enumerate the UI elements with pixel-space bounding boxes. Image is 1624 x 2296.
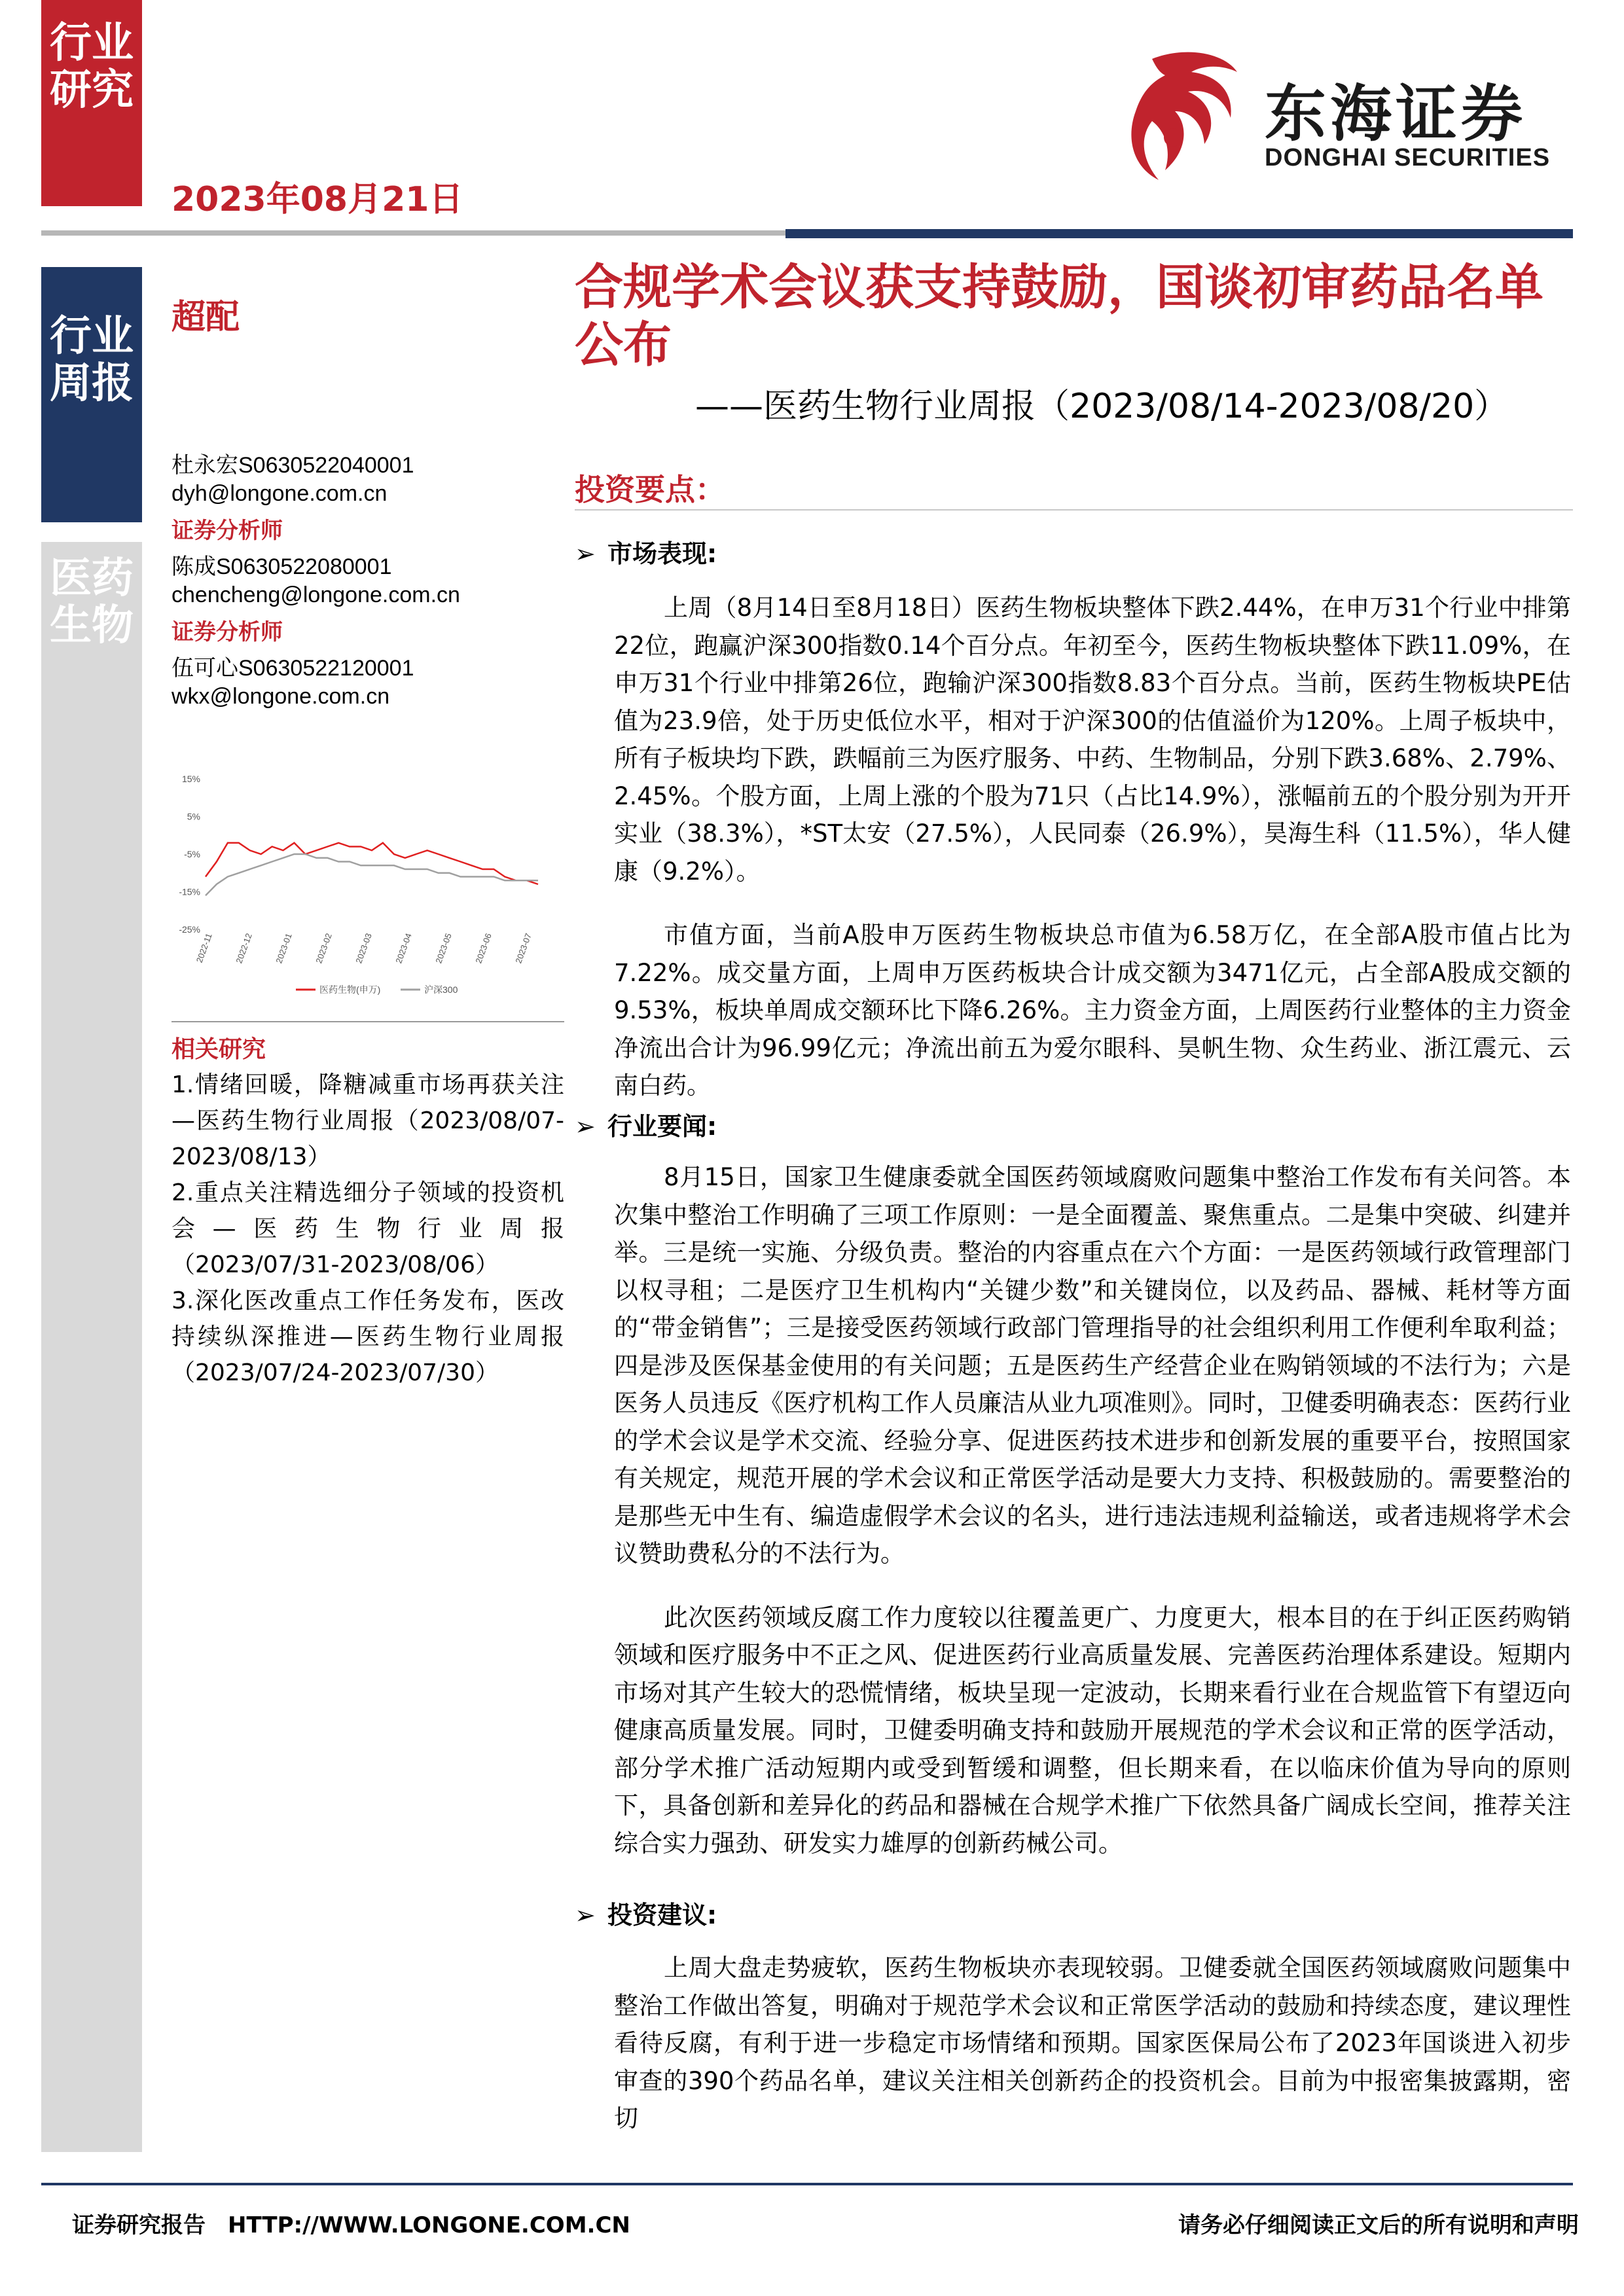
logo-text-en: DONGHAI SECURITIES bbox=[1265, 144, 1551, 171]
analyst-2-email[interactable]: chencheng@longone.com.cn bbox=[171, 583, 460, 607]
sidebar-tab-weekly bbox=[41, 267, 142, 522]
sidebar-tab-label: 医药生物 bbox=[50, 554, 134, 650]
related-research-title: 相关研究 bbox=[171, 1036, 266, 1063]
bullet-arrow-icon: ➢ bbox=[575, 1901, 596, 1929]
x-tick-label: 2023-05 bbox=[433, 931, 454, 965]
news-paragraphs bbox=[614, 1158, 1571, 1862]
section-advice bbox=[575, 1895, 717, 1931]
section-advice-title: 投资建议: bbox=[607, 1901, 717, 1929]
analyst-role: 证券分析师 bbox=[171, 620, 283, 645]
market-paragraphs bbox=[614, 589, 1571, 1105]
analyst-3-email[interactable]: wkx@longone.com.cn bbox=[171, 684, 390, 709]
chart-divider bbox=[171, 1021, 564, 1022]
x-tick-label: 2022-12 bbox=[234, 931, 254, 965]
company-logo bbox=[1126, 46, 1558, 190]
series-line bbox=[206, 843, 538, 884]
y-tick-label: -5% bbox=[184, 849, 200, 859]
logo-text-cn: 东海证券 bbox=[1265, 78, 1527, 150]
x-tick-label: 2023-01 bbox=[274, 931, 294, 965]
x-tick-label: 2023-07 bbox=[513, 931, 533, 965]
dragon-logo-icon bbox=[1126, 46, 1257, 190]
x-tick-label: 2023-04 bbox=[393, 931, 414, 965]
x-tick-label: 2023-03 bbox=[353, 931, 374, 965]
analyst-role: 证券分析师 bbox=[171, 518, 283, 543]
analyst-3-id: 伍可心S0630522120001 bbox=[171, 656, 414, 681]
y-tick-label: 15% bbox=[181, 774, 200, 784]
bullet-arrow-icon: ➢ bbox=[575, 1112, 596, 1141]
news-paragraph-2: 此次医药领域反腐工作力度较以往覆盖更广、力度更大，根本目的在于纠正医药购销领域和医疗服务中不正之风、促进医药行业高质量发展、完善医药治理体系建设。短期内市场对其产生较大的恐慌情绪，板块呈现一定波动，长期来看行业在合规监管下有望迈向健康高质量发展。同时，卫健委明确支持和鼓励开展规范的学术会议和正常的医学活动，部分学术推广活动短期内或受到暂缓和调整，但长期来看，在以临床价值为导向的原则下，具备创新和差异化的药品和器械在合规学术推广下依然具备广阔成长空间，推荐关注综合实力强劲、研发实力雄厚的创新药械公司。 bbox=[614, 1603, 1571, 1857]
related-research-list bbox=[171, 1067, 564, 1391]
related-research-item[interactable]: 2.重点关注精选细分子领域的投资机会—医药生物行业周报（2023/07/31-2023/08/06） bbox=[171, 1179, 564, 1278]
sidebar-tab-industry-research bbox=[41, 0, 142, 206]
sidebar-tab-sector bbox=[41, 542, 142, 2152]
footer-divider bbox=[41, 2183, 1573, 2185]
rating: 超配 bbox=[171, 298, 240, 337]
footer-disclaimer: 请务必仔细阅读正文后的所有说明和声明 bbox=[1178, 2212, 1579, 2238]
analyst-2-id: 陈成S0630522080001 bbox=[171, 554, 392, 579]
section-news-title: 行业要闻: bbox=[607, 1112, 717, 1141]
market-paragraph-1: 上周（8月14日至8月18日）医药生物板块整体下跌2.44%，在申万31个行业中排第22位，跑赢沪深300指数0.14个百分点。年初至今，医药生物板块整体下跌11.09%，在申万31个行业中排第26位，跑输沪深300指数8.83个百分点。当前，医药生物板块PE估值为23.9倍，处于历史低位水平，相对于沪深300的估值溢价为120%。上周子板块中，所有子板块均下跌，跌幅前三为医疗服务、中药、生物制品，分别下跌3.68%、2.79%、2.45%。个股方面，上周上涨的个股为71只（占比14.9%），涨幅前五的个股分别为开开实业（38.3%），*ST太安（27.5%），人民同泰（26.9%），昊海生科（11.5%），华人健康（9.2%）。 bbox=[614, 594, 1571, 886]
advice-paragraph-1: 上周大盘走势疲软，医药生物板块亦表现较弱。卫健委就全国医药领域腐败问题集中整治工作做出答复，明确对于规范学术会议和正常医学活动的鼓励和持续态度，建议理性看待反腐，有利于进一步稳定市场情绪和预期。国家医保局公布了2023年国谈进入初步审查的390个药品名单，建议关注相关创新药企的投资机会。目前为中报密集披露期，密切 bbox=[614, 1954, 1571, 2132]
legend-label: 沪深300 bbox=[424, 984, 458, 995]
y-tick-label: -25% bbox=[179, 924, 200, 935]
advice-paragraphs bbox=[614, 1949, 1571, 2138]
x-tick-label: 2023-02 bbox=[314, 931, 334, 965]
x-tick-label: 2022-11 bbox=[194, 931, 214, 964]
x-tick-label: 2023-06 bbox=[473, 931, 494, 965]
section-news bbox=[575, 1106, 717, 1142]
bullet-arrow-icon: ➢ bbox=[575, 539, 596, 568]
performance-chart-svg bbox=[171, 766, 545, 1005]
sidebar-tab-label: 行业研究 bbox=[50, 19, 134, 115]
section-market-title: 市场表现: bbox=[607, 539, 717, 568]
header-divider-accent bbox=[785, 229, 1573, 238]
section-market bbox=[575, 533, 717, 569]
report-title: 合规学术会议获支持鼓励，国谈初审药品名单公布 bbox=[575, 259, 1543, 373]
performance-chart bbox=[171, 766, 545, 1005]
market-paragraph-2: 市值方面，当前A股申万医药生物板块总市值为6.58万亿，在全部A股市值占比为7.22%。成交量方面，上周申万医药板块合计成交额为3471亿元，占全部A股成交额的9.53%，板块单周成交额环比下降6.26%。主力资金方面，上周医药行业整体的主力资金净流出合计为96.99亿元；净流出前五为爱尔眼科、昊帆生物、众生药业、浙江震元、云南白药。 bbox=[614, 921, 1571, 1100]
footer-website[interactable]: 证券研究报告 HTTP://WWW.LONGONE.COM.CN bbox=[72, 2212, 630, 2238]
y-tick-label: 5% bbox=[187, 811, 200, 822]
series-line bbox=[206, 854, 538, 895]
analyst-1-id: 杜永宏S0630522040001 bbox=[171, 453, 414, 478]
report-date: 2023年08月21日 bbox=[171, 180, 463, 219]
news-paragraph-1: 8月15日，国家卫生健康委就全国医药领域腐败问题集中整治工作发布有关问答。本次集中整治工作明确了三项工作原则：一是全面覆盖、聚焦重点。二是集中突破、纠建并举。三是统一实施、分级负责。整治的内容重点在六个方面：一是医药领域行政管理部门以权寻租；二是医疗卫生机构内“关键少数”和关键岗位，以及药品、器械、耗材等方面的“带金销售”；三是接受医药领域行政部门管理指导的社会组织利用工作便利牟取利益；四是涉及医保基金使用的有关问题；五是医药生产经营企业在购销领域的不法行为；六是医务人员违反《医疗机构工作人员廉洁从业九项准则》。同时，卫健委明确表态：医药行业的学术会议是学术交流、经验分享、促进医药技术进步和创新发展的重要平台，按照国家有关规定，规范开展的学术会议和正常医学活动是要大力支持、积极鼓励的。需要整治的是那些无中生有、编造虚假学术会议的名头，进行违法违规利益输送，或者违规将学术会议赞助费私分的不法行为。 bbox=[614, 1163, 1571, 1568]
related-research-item[interactable]: 1.情绪回暖，降糖减重市场再获关注—医药生物行业周报（2023/08/07-2023/08/13） bbox=[171, 1071, 564, 1170]
y-tick-label: -15% bbox=[179, 886, 200, 897]
key-points-divider bbox=[575, 509, 1573, 511]
report-subtitle: ——医药生物行业周报（2023/08/14-2023/08/20） bbox=[695, 387, 1509, 426]
analyst-1-email[interactable]: dyh@longone.com.cn bbox=[171, 481, 388, 506]
legend-label: 医药生物(申万) bbox=[319, 984, 381, 995]
sidebar-tab-label: 行业周报 bbox=[50, 312, 134, 408]
key-points-title: 投资要点： bbox=[575, 472, 725, 507]
related-research-item[interactable]: 3.深化医改重点工作任务发布，医改持续纵深推进—医药生物行业周报（2023/07/24-2023/07/30） bbox=[171, 1287, 564, 1386]
